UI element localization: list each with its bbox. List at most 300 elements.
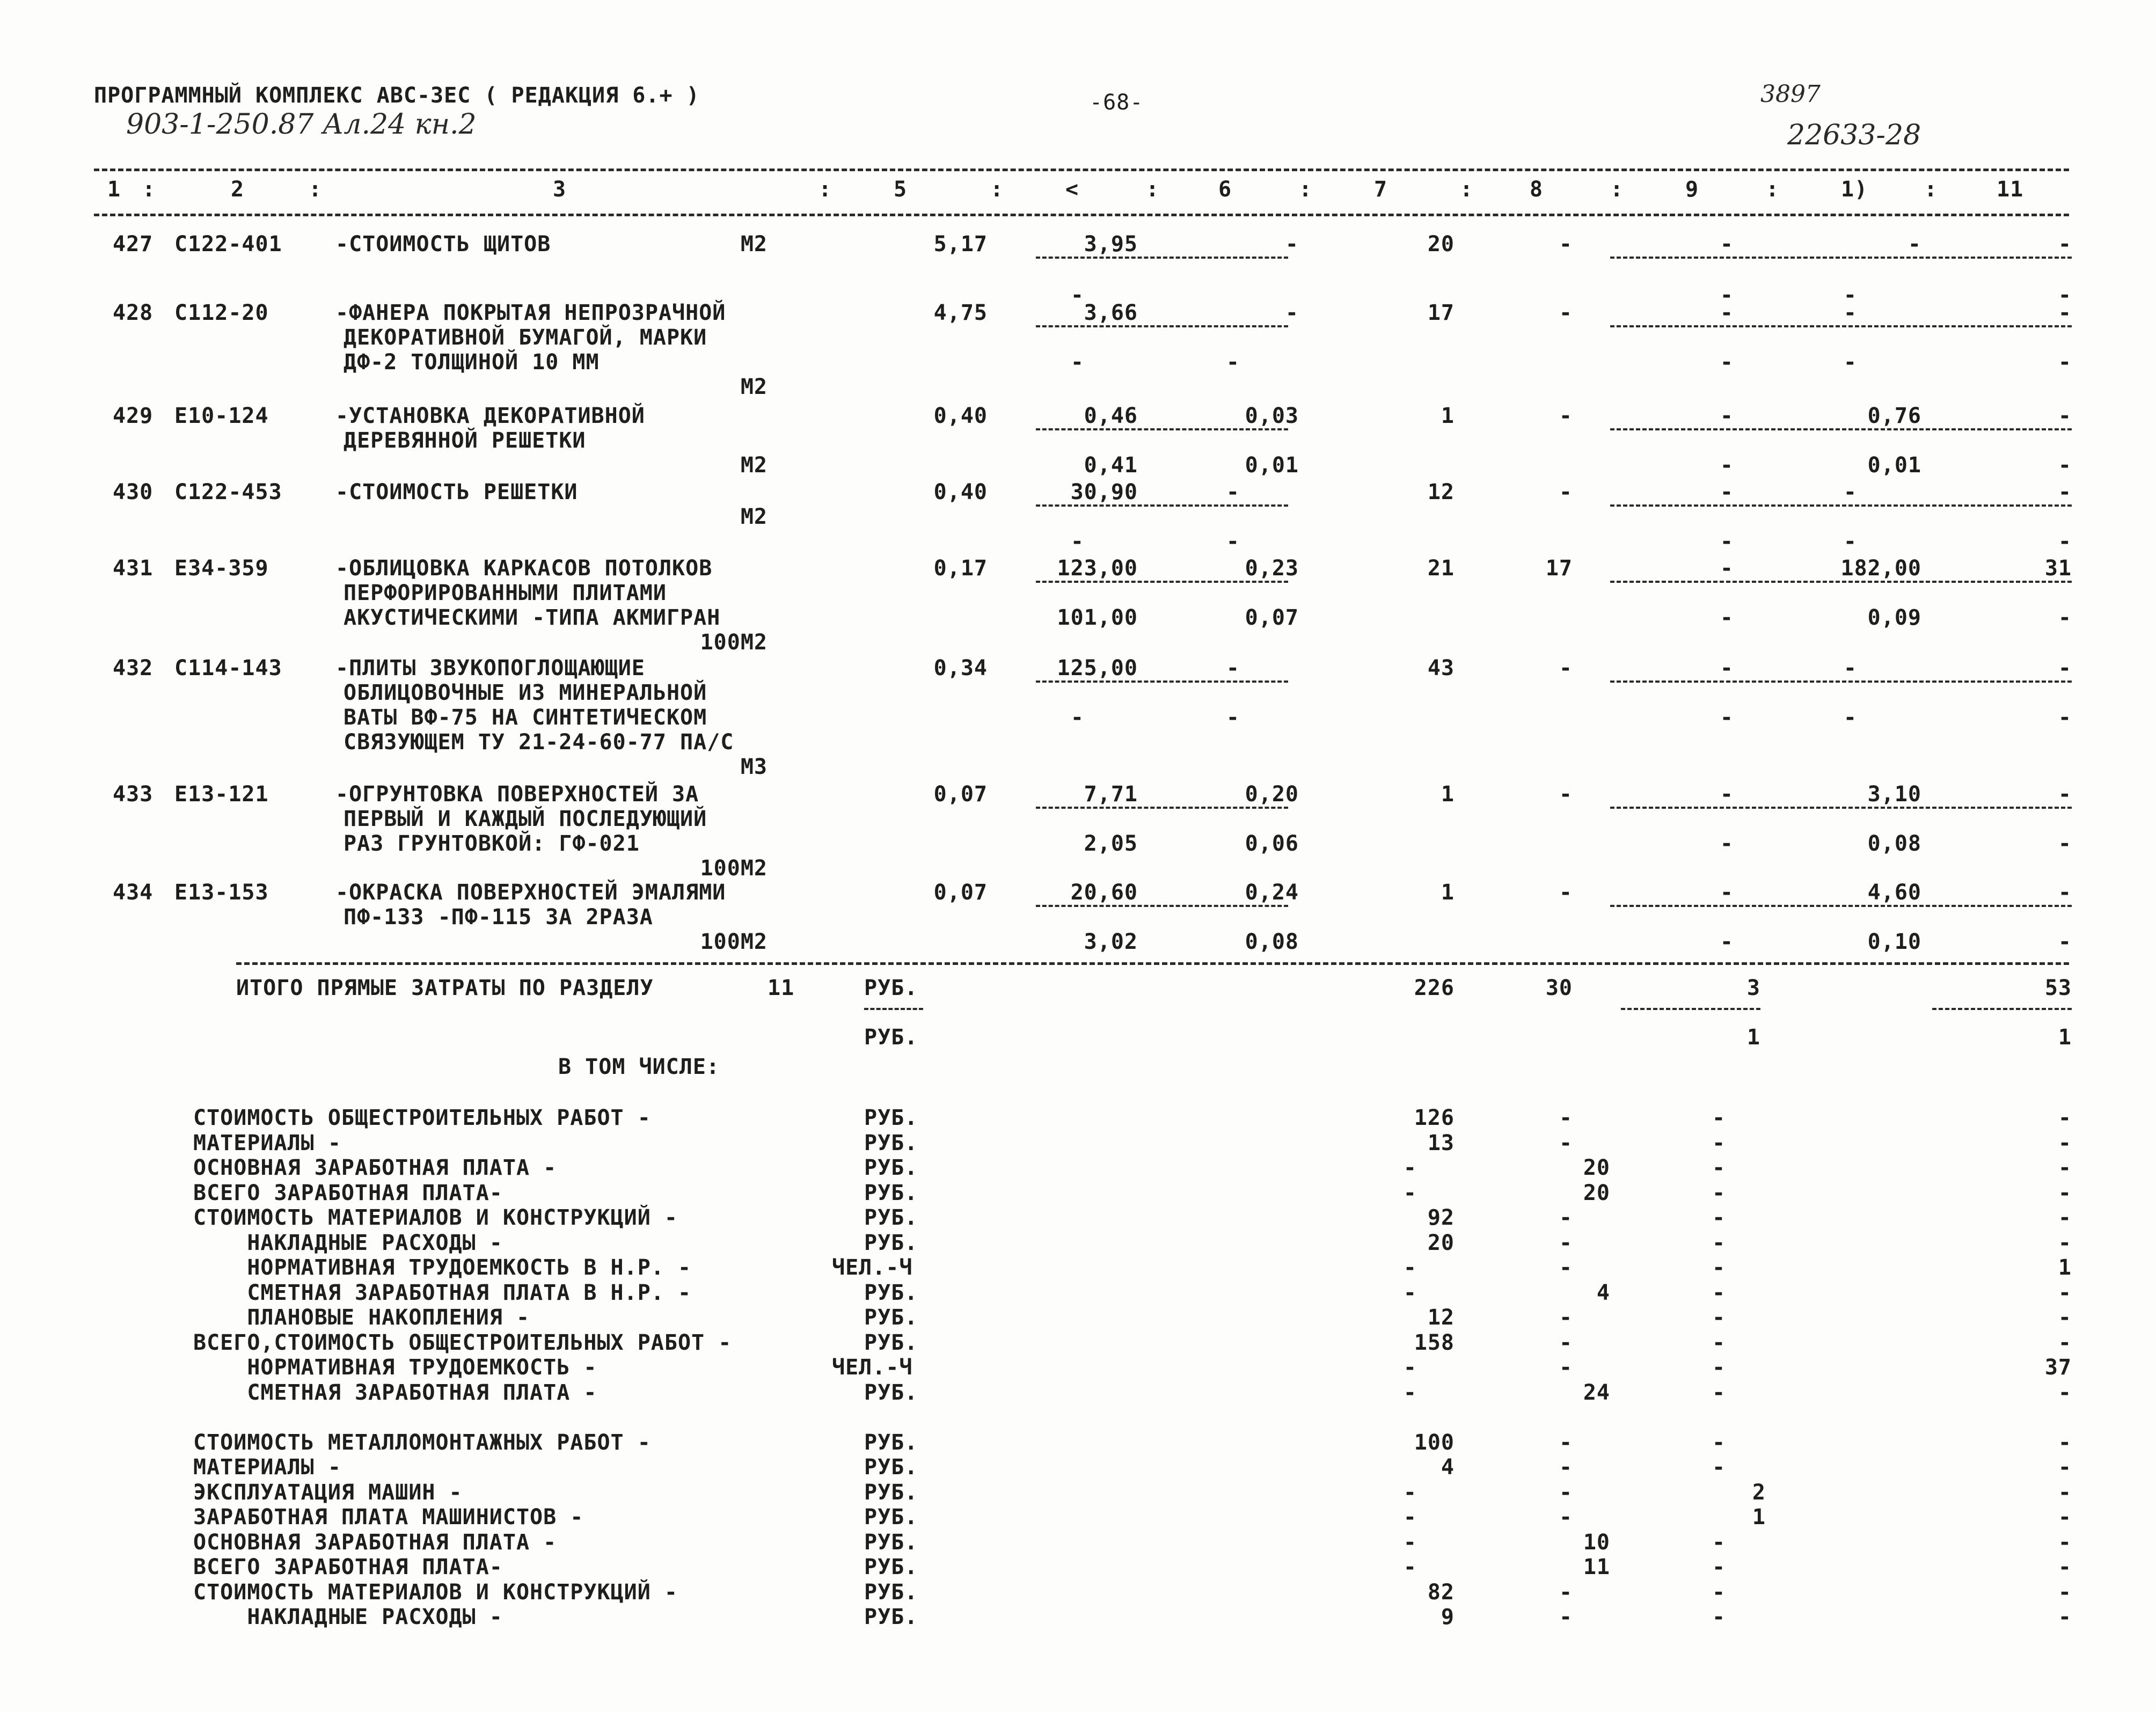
summary-machine: - (1712, 1355, 1726, 1380)
cost-wage: - (1070, 350, 1084, 375)
rate-code: E10-124 (174, 404, 269, 428)
column-header-8: 8 (1530, 177, 1544, 202)
labor-rate: - (1907, 232, 1921, 257)
labor-machine-total: - (2058, 831, 2072, 856)
column-header-5: 5 (894, 177, 908, 202)
summary-cost: - (1403, 1255, 1417, 1280)
summary-machine: - (1712, 1555, 1726, 1579)
unit: М2 (740, 375, 768, 399)
column-header-9: 9 (1685, 177, 1699, 202)
summary-cost: 9 (1441, 1605, 1455, 1629)
machine-total: - (1720, 880, 1734, 905)
work-description-line: ДФ-2 ТОЛЩИНОЙ 10 ММ (344, 350, 600, 375)
summary-labor: 1 (2058, 1255, 2072, 1280)
total-machine-underline (1621, 1008, 1760, 1010)
labor-machine-total: - (2058, 453, 2072, 478)
labor-machine-total: - (2058, 705, 2072, 730)
labor-total: - (2058, 656, 2072, 681)
labor-total: - (2058, 880, 2072, 905)
quantity: 4,75 (933, 301, 988, 325)
unit: 100М2 (700, 930, 768, 954)
row-divider (1610, 257, 2072, 259)
wage-total: - (1559, 404, 1573, 428)
summary-machine: - (1712, 1330, 1726, 1355)
totals-rule (236, 962, 2069, 965)
summary-labor: - (2058, 1180, 2072, 1205)
work-description-line: -СТОИМОСТЬ ЩИТОВ (335, 232, 551, 257)
summary-labor: 37 (2044, 1355, 2072, 1380)
rate-code: C122-401 (174, 232, 282, 257)
summary-label: НАКЛАДНЫЕ РАСХОДЫ - (193, 1230, 503, 1255)
row-divider (1610, 428, 2072, 430)
summary-unit: РУБ. (864, 1579, 918, 1605)
rate-code: E34-359 (174, 556, 269, 581)
summary-row (0, 1305, 2156, 1330)
summary-wage-value: 4 (1596, 1280, 1610, 1305)
labor-rate: - (1843, 656, 1857, 681)
work-description-line: -УСТАНОВКА ДЕКОРАТИВНОЙ (335, 404, 645, 428)
labor-machine: - (1843, 283, 1857, 308)
quantity: 0,07 (933, 880, 988, 905)
summary-machine: - (1712, 1380, 1726, 1405)
labor-total: 31 (2044, 556, 2072, 581)
total-label: ИТОГО ПРЯМЫЕ ЗАТРАТЫ ПО РАЗДЕЛУ (236, 976, 654, 1000)
breakdown-heading: В ТОМ ЧИСЛЕ: (558, 1055, 720, 1079)
summary-cost: - (1403, 1280, 1417, 1305)
summary-cost: 12 (1427, 1305, 1455, 1330)
summary-machine: - (1712, 1430, 1726, 1455)
column-header-sep: : (990, 177, 1004, 202)
wage-total: - (1559, 656, 1573, 681)
column-header-sep: : (1766, 177, 1780, 202)
machine-wage-total: - (1720, 705, 1734, 730)
rate-code: E13-121 (174, 782, 269, 807)
row-divider (1610, 581, 2072, 583)
cost-wage: 2,05 (1084, 831, 1138, 856)
total-cost: 1 (1441, 782, 1455, 807)
column-header-sep: : (1146, 177, 1160, 202)
summary-unit: РУБ. (864, 1180, 918, 1205)
summary-cost: - (1403, 1155, 1417, 1180)
row-number: 429 (113, 404, 154, 428)
summary-machine: - (1712, 1255, 1726, 1280)
summary-row (0, 1205, 2156, 1230)
summary-label: СМЕТНАЯ ЗАРАБОТНАЯ ПЛАТА - (193, 1380, 597, 1405)
summary-wage: - (1559, 1130, 1573, 1155)
summary-labor: - (2058, 1579, 2072, 1605)
column-header-sep: : (818, 177, 832, 202)
summary-wage: - (1559, 1605, 1573, 1629)
summary-spacer (0, 1405, 2156, 1406)
column-header-4: < (1065, 177, 1079, 202)
row-number: 427 (113, 232, 154, 257)
unit: 100М2 (700, 630, 768, 655)
labor-machine-total: - (2058, 529, 2072, 554)
row-divider (1610, 681, 2072, 683)
work-description-line: ДЕРЕВЯННОЙ РЕШЕТКИ (344, 428, 586, 453)
summary-row (0, 1430, 2156, 1455)
summary-unit: РУБ. (864, 1305, 918, 1330)
row-number: 428 (113, 301, 154, 325)
labor-machine-total: - (2058, 283, 2072, 308)
row-divider (1610, 807, 2072, 809)
summary-machine: - (1712, 1155, 1726, 1180)
summary-labor: - (2058, 1605, 2072, 1629)
summary-labor: - (2058, 1280, 2072, 1305)
summary-row (0, 1480, 2156, 1505)
row-number: 432 (113, 656, 154, 681)
cost-main: 20,60 (1070, 880, 1138, 905)
labor-machine-total: - (2058, 605, 2072, 630)
summary-machine: - (1712, 1579, 1726, 1605)
summary-unit: РУБ. (864, 1280, 918, 1305)
summary-wage: - (1559, 1106, 1573, 1130)
summary-label: ВСЕГО ЗАРАБОТНАЯ ПЛАТА- (193, 1180, 503, 1205)
summary-machine-value: 2 (1752, 1480, 1766, 1505)
summary-label: НОРМАТИВНАЯ ТРУДОЕМКОСТЬ - (193, 1355, 597, 1380)
summary-machine: - (1712, 1305, 1726, 1330)
labor-machine: 0,09 (1867, 605, 1921, 630)
summary-row (0, 1579, 2156, 1605)
summary-wage: - (1559, 1579, 1573, 1605)
row-divider (1036, 681, 1288, 683)
summary-cost: - (1403, 1480, 1417, 1505)
work-description-line: ВАТЫ ВФ-75 НА СИНТЕТИЧЕСКОМ (344, 705, 707, 730)
column-header-sep: : (1299, 177, 1313, 202)
summary-wage: - (1559, 1230, 1573, 1255)
summary-labor: - (2058, 1305, 2072, 1330)
labor-rate: - (1843, 301, 1857, 325)
quantity: 0,17 (933, 556, 988, 581)
labor-machine-total: - (2058, 350, 2072, 375)
machine-cost: 0,03 (1245, 404, 1299, 428)
total-labor-machine-sum: 1 (2058, 1025, 2072, 1050)
header-top-rule (94, 169, 2069, 171)
row-divider (1610, 905, 2072, 907)
machine-total: - (1720, 782, 1734, 807)
machine-cost: 0,23 (1245, 556, 1299, 581)
machine-wage-total: - (1720, 350, 1734, 375)
labor-total: - (2058, 782, 2072, 807)
machine-cost: - (1285, 232, 1299, 257)
summary-wage-value: 20 (1583, 1180, 1610, 1205)
summary-cost: - (1403, 1355, 1417, 1380)
work-description-line: -ПЛИТЫ ЗВУКОПОГЛОЩАЮЩИЕ (335, 656, 645, 681)
document-number: 3897 (1760, 81, 1821, 108)
summary-label: ВСЕГО,СТОИМОСТЬ ОБЩЕСТРОИТЕЛЬНЫХ РАБОТ - (193, 1330, 732, 1355)
summary-unit: РУБ. (864, 1555, 918, 1579)
quantity: 5,17 (933, 232, 988, 257)
summary-cost: 126 (1414, 1106, 1455, 1130)
document-sub-number: 22633-28 (1787, 119, 1921, 151)
summary-unit: РУБ. (864, 1605, 918, 1629)
summary-labor: - (2058, 1106, 2072, 1130)
summary-unit: РУБ. (864, 1155, 918, 1180)
summary-wage-value: 20 (1583, 1155, 1610, 1180)
quantity: 0,34 (933, 656, 988, 681)
summary-label: СТОИМОСТЬ МАТЕРИАЛОВ И КОНСТРУКЦИЙ - (193, 1205, 678, 1230)
summary-cost: 20 (1427, 1230, 1455, 1255)
total-unit: РУБ. (864, 976, 918, 1000)
column-header-6: 6 (1218, 177, 1232, 202)
summary-label: НАКЛАДНЫЕ РАСХОДЫ - (193, 1605, 503, 1629)
rate-code: C112-20 (174, 301, 269, 325)
total-labor-underline (1932, 1008, 2072, 1010)
rate-code: C122-453 (174, 480, 282, 504)
summary-label: ОСНОВНАЯ ЗАРАБОТНАЯ ПЛАТА - (193, 1530, 557, 1555)
summary-cost: - (1403, 1180, 1417, 1205)
work-description-line: ПЕРФОРИРОВАННЫМИ ПЛИТАМИ (344, 581, 667, 605)
page-number: -68- (1090, 90, 1144, 115)
summary-row (0, 1155, 2156, 1180)
labor-rate: 3,10 (1867, 782, 1921, 807)
summary-labor: - (2058, 1430, 2072, 1455)
row-divider (1036, 428, 1288, 430)
summary-row (0, 1530, 2156, 1555)
machine-cost: 0,24 (1245, 880, 1299, 905)
total-machine-sum: 3 (1746, 976, 1760, 1000)
work-description-line: СВЯЗУЮЩЕМ ТУ 21-24-60-77 ПА/С (344, 730, 734, 755)
summary-row (0, 1380, 2156, 1405)
labor-total: - (2058, 301, 2072, 325)
unit: М2 (740, 232, 768, 257)
summary-label: НОРМАТИВНАЯ ТРУДОЕМКОСТЬ В Н.Р. - (193, 1255, 692, 1280)
work-description-line: -ОГРУНТОВКА ПОВЕРХНОСТЕЙ ЗА (335, 782, 699, 807)
summary-labor: - (2058, 1155, 2072, 1180)
work-description-line: -ОБЛИЦОВКА КАРКАСОВ ПОТОЛКОВ (335, 556, 713, 581)
summary-machine: - (1712, 1455, 1726, 1480)
machine-wage-total: - (1720, 453, 1734, 478)
wage-total: - (1559, 782, 1573, 807)
summary-labor: - (2058, 1455, 2072, 1480)
summary-label: МАТЕРИАЛЫ - (193, 1130, 341, 1155)
machine-wage: 0,01 (1245, 453, 1299, 478)
wage-total: 17 (1545, 556, 1573, 581)
rate-code: C114-143 (174, 656, 282, 681)
machine-total: - (1720, 656, 1734, 681)
machine-wage: 0,07 (1245, 605, 1299, 630)
total-section-number: 11 (768, 976, 795, 1000)
labor-total: - (2058, 404, 2072, 428)
header-bottom-rule (94, 214, 2069, 216)
machine-wage: 0,08 (1245, 930, 1299, 954)
summary-unit: РУБ. (864, 1430, 918, 1455)
row-divider (1610, 504, 2072, 507)
labor-total: - (2058, 232, 2072, 257)
column-header-7: 7 (1374, 177, 1388, 202)
table-row (0, 556, 2156, 655)
wage-total: - (1559, 480, 1573, 504)
summary-cost: 158 (1414, 1330, 1455, 1355)
row-divider (1610, 325, 2072, 327)
quantity: 0,07 (933, 782, 988, 807)
summary-labor: - (2058, 1505, 2072, 1530)
wage-total: - (1559, 232, 1573, 257)
cost-wage: 3,02 (1084, 930, 1138, 954)
summary-label: СТОИМОСТЬ ОБЩЕСТРОИТЕЛЬНЫХ РАБОТ - (193, 1106, 651, 1130)
summary-unit: РУБ. (864, 1130, 918, 1155)
machine-wage-total: - (1720, 529, 1734, 554)
labor-machine: 0,01 (1867, 453, 1921, 478)
total-cost: 17 (1427, 301, 1455, 325)
cost-main: 3,66 (1084, 301, 1138, 325)
unit: М2 (740, 453, 768, 478)
labor-machine: 0,10 (1867, 930, 1921, 954)
summary-wage: - (1559, 1430, 1573, 1455)
machine-wage-total: - (1720, 283, 1734, 308)
total-cost-sum: 226 (1414, 976, 1455, 1000)
summary-machine: - (1712, 1605, 1726, 1629)
row-divider (1036, 325, 1288, 327)
summary-unit: РУБ. (864, 1505, 918, 1530)
summary-label: ПЛАНОВЫЕ НАКОПЛЕНИЯ - (193, 1305, 530, 1330)
row-number: 433 (113, 782, 154, 807)
summary-wage: - (1559, 1305, 1573, 1330)
quantity: 0,40 (933, 404, 988, 428)
column-header-sep: : (309, 177, 323, 202)
wage-total: - (1559, 880, 1573, 905)
cost-wage: 101,00 (1057, 605, 1138, 630)
row-divider (1036, 807, 1288, 809)
machine-total: - (1720, 301, 1734, 325)
summary-wage-value: 10 (1583, 1530, 1610, 1555)
summary-label: СТОИМОСТЬ МАТЕРИАЛОВ И КОНСТРУКЦИЙ - (193, 1579, 678, 1605)
total-cost: 1 (1441, 880, 1455, 905)
work-description-line: -ФАНЕРА ПОКРЫТАЯ НЕПРОЗРАЧНОЙ (335, 301, 726, 325)
cost-main: 125,00 (1057, 656, 1138, 681)
unit: М2 (740, 504, 768, 529)
program-header: ПРОГРАММНЫЙ КОМПЛЕКС АВС-3ЕС ( РЕДАКЦИЯ 6.+ ) (94, 83, 700, 108)
summary-cost: 92 (1427, 1205, 1455, 1230)
work-description-line: -ОКРАСКА ПОВЕРХНОСТЕЙ ЭМАЛЯМИ (335, 880, 726, 905)
quantity: 0,40 (933, 480, 988, 504)
machine-total: - (1720, 232, 1734, 257)
total-cost: 43 (1427, 656, 1455, 681)
cost-main: 3,95 (1084, 232, 1138, 257)
machine-wage: - (1226, 350, 1240, 375)
total-cost: 12 (1427, 480, 1455, 504)
summary-machine: - (1712, 1130, 1726, 1155)
summary-wage: - (1559, 1480, 1573, 1505)
summary-cost: - (1403, 1555, 1417, 1579)
machine-wage: - (1226, 529, 1240, 554)
summary-unit: РУБ. (864, 1530, 918, 1555)
total-unit-underline (864, 1008, 923, 1010)
summary-machine: - (1712, 1180, 1726, 1205)
cost-wage: - (1070, 529, 1084, 554)
row-number: 431 (113, 556, 154, 581)
labor-rate: 4,60 (1867, 880, 1921, 905)
table-row (0, 880, 2156, 954)
summary-unit: РУБ. (864, 1380, 918, 1405)
machine-wage: 0,06 (1245, 831, 1299, 856)
summary-unit: РУБ. (864, 1480, 918, 1505)
summary-machine: - (1712, 1530, 1726, 1555)
machine-cost: - (1226, 480, 1240, 504)
summary-machine: - (1712, 1280, 1726, 1305)
total-cost: 20 (1427, 232, 1455, 257)
summary-labor: - (2058, 1230, 2072, 1255)
summary-unit: РУБ. (864, 1230, 918, 1255)
row-number: 430 (113, 480, 154, 504)
summary-row (0, 1330, 2156, 1355)
summary-wage: - (1559, 1330, 1573, 1355)
work-description-line: АКУСТИЧЕСКИМИ -ТИПА АКМИГРАН (344, 605, 721, 630)
summary-machine: - (1712, 1230, 1726, 1255)
machine-cost: 0,20 (1245, 782, 1299, 807)
work-description-line: ПФ-133 -ПФ-115 ЗА 2РАЗА (344, 905, 653, 930)
machine-wage-total: - (1720, 930, 1734, 954)
summary-labor: - (2058, 1480, 2072, 1505)
summary-cost: - (1403, 1505, 1417, 1530)
row-divider (1036, 905, 1288, 907)
summary-labor: - (2058, 1205, 2072, 1230)
machine-total: - (1720, 404, 1734, 428)
summary-unit: ЧЕЛ.-Ч (832, 1355, 913, 1380)
summary-row (0, 1255, 2156, 1280)
summary-wage: - (1559, 1205, 1573, 1230)
summary-label: СМЕТНАЯ ЗАРАБОТНАЯ ПЛАТА В Н.Р. - (193, 1280, 692, 1305)
summary-label: ВСЕГО ЗАРАБОТНАЯ ПЛАТА- (193, 1555, 503, 1579)
machine-cost: - (1285, 301, 1299, 325)
cost-main: 7,71 (1084, 782, 1138, 807)
total-machine-wage-sum: 1 (1746, 1025, 1760, 1050)
column-header-2: 2 (231, 177, 245, 202)
work-description-line: ПЕРВЫЙ И КАЖДЫЙ ПОСЛЕДУЮЩИЙ (344, 807, 707, 831)
summary-unit: РУБ. (864, 1330, 918, 1355)
work-description-line: ДЕКОРАТИВНОЙ БУМАГОЙ, МАРКИ (344, 325, 707, 350)
cost-wage: - (1070, 283, 1084, 308)
machine-wage-total: - (1720, 831, 1734, 856)
cost-main: 123,00 (1057, 556, 1138, 581)
row-divider (1036, 257, 1288, 259)
labor-machine: - (1843, 705, 1857, 730)
handwritten-project-code: 903-1-250.87 Ал.24 кн.2 (126, 108, 477, 141)
labor-total: - (2058, 480, 2072, 504)
labor-rate: - (1843, 480, 1857, 504)
labor-machine: - (1843, 529, 1857, 554)
summary-labor: - (2058, 1530, 2072, 1555)
work-description-line: ОБЛИЦОВОЧНЫЕ ИЗ МИНЕРАЛЬНОЙ (344, 681, 707, 705)
rate-code: E13-153 (174, 880, 269, 905)
summary-wage: - (1559, 1455, 1573, 1480)
summary-label: ЭКСПЛУАТАЦИЯ МАШИН - (193, 1480, 463, 1505)
summary-cost: 13 (1427, 1130, 1455, 1155)
summary-wage-value: 24 (1583, 1380, 1610, 1405)
total-unit-second: РУБ. (864, 1025, 918, 1050)
machine-wage: - (1226, 705, 1240, 730)
summary-row (0, 1355, 2156, 1380)
work-description-line: РАЗ ГРУНТОВКОЙ: ГФ-021 (344, 831, 640, 856)
column-header-11: 11 (1997, 177, 2024, 202)
summary-unit: ЧЕЛ.-Ч (832, 1255, 913, 1280)
column-header-sep: : (1924, 177, 1938, 202)
column-header-sep: : (1610, 177, 1624, 202)
unit: 100М2 (700, 856, 768, 881)
cost-wage: 0,41 (1084, 453, 1138, 478)
summary-cost: 82 (1427, 1579, 1455, 1605)
summary-labor: - (2058, 1380, 2072, 1405)
summary-labor: - (2058, 1555, 2072, 1579)
machine-total: - (1720, 556, 1734, 581)
summary-unit: РУБ. (864, 1106, 918, 1130)
machine-wage-total: - (1720, 605, 1734, 630)
column-header-sep: : (142, 177, 156, 202)
summary-cost: 4 (1441, 1455, 1455, 1480)
summary-unit: РУБ. (864, 1455, 918, 1480)
summary-wage: - (1559, 1505, 1573, 1530)
summary-label: ЗАРАБОТНАЯ ПЛАТА МАШИНИСТОВ - (193, 1505, 584, 1530)
